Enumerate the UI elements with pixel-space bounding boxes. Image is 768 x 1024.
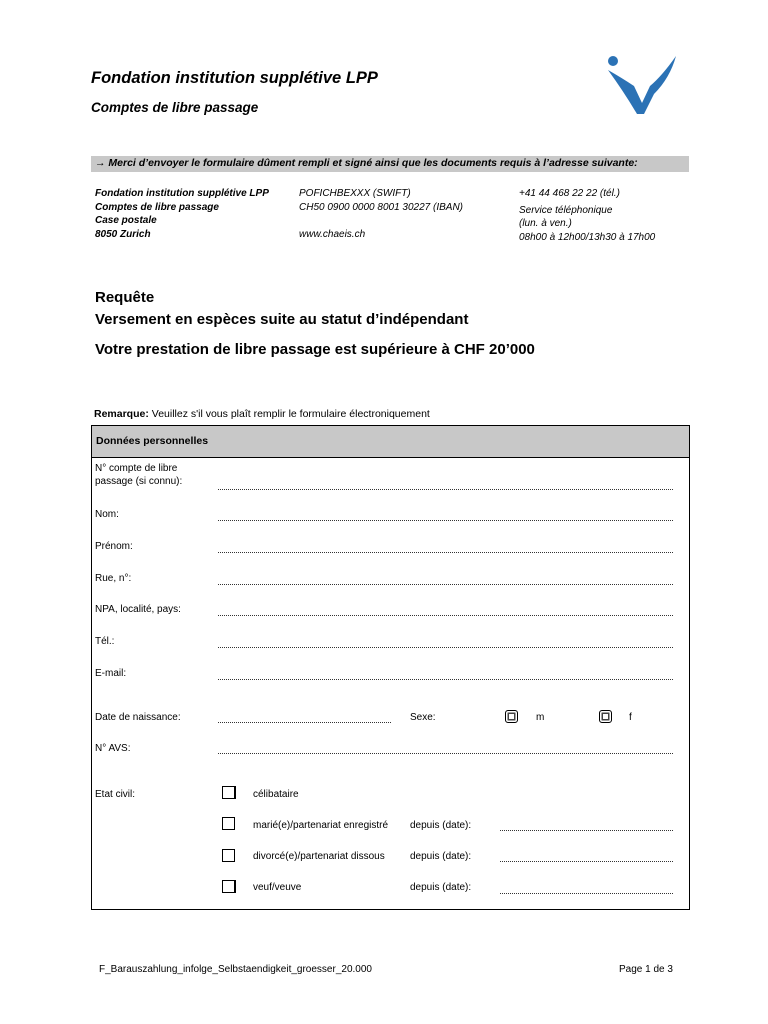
address-line: 8050 Zurich	[95, 228, 151, 240]
divorced-date-field[interactable]	[500, 861, 673, 862]
address-line: Fondation institution supplétive LPP	[95, 188, 269, 199]
bank-details	[299, 187, 463, 241]
street-label: Rue, n°:	[95, 573, 132, 584]
sex-male-label: m	[536, 712, 545, 723]
married-label: marié(e)/partenariat enregistré	[253, 820, 389, 831]
section-header	[92, 426, 689, 458]
address-line: Case postale	[95, 215, 157, 226]
account-number-field[interactable]	[218, 489, 673, 490]
service-days: (lun. à ven.)	[519, 218, 572, 229]
birthdate-label: Date de naissance:	[95, 712, 181, 723]
city-field[interactable]	[218, 615, 673, 616]
avs-label: N° AVS:	[95, 743, 131, 754]
request-subject: Versement en espèces suite au statut d’indépendant	[95, 311, 469, 328]
widowed-since-label: depuis (date):	[410, 882, 472, 893]
request-label: Requête	[95, 289, 155, 306]
married-checkbox[interactable]	[222, 817, 235, 830]
account-number-label	[95, 462, 182, 488]
city-label: NPA, localité, pays:	[95, 604, 181, 615]
firstname-field[interactable]	[218, 552, 673, 553]
email-label: E-mail:	[95, 668, 127, 679]
widowed-date-field[interactable]	[500, 893, 673, 894]
phone-field[interactable]	[218, 647, 673, 648]
divorced-checkbox[interactable]	[222, 849, 235, 862]
phone-service: Service téléphonique	[519, 204, 613, 216]
notice-bar	[91, 156, 689, 172]
remark-text: Veuillez s'il vous plaît remplir le formulaire électroniquement	[148, 408, 430, 420]
website-link[interactable]: www.chaeis.ch	[299, 228, 366, 240]
divorced-label: divorcé(e)/partenariat dissous	[253, 851, 385, 862]
personal-data-section	[91, 425, 690, 910]
remark-label: Remarque:	[94, 408, 149, 420]
postal-address	[95, 187, 269, 241]
street-field[interactable]	[218, 584, 673, 585]
sex-female-label: f	[629, 712, 632, 723]
remark	[94, 408, 430, 420]
service-hours: 08h00 à 12h00/13h30 à 17h00	[519, 231, 656, 243]
request-title	[95, 287, 468, 331]
phone-label: Tél.:	[95, 636, 115, 647]
widowed-checkbox[interactable]	[222, 880, 236, 893]
firstname-label: Prénom:	[95, 541, 133, 552]
organization-subtitle: Comptes de libre passage	[91, 100, 259, 115]
email-field[interactable]	[218, 679, 673, 680]
foundation-logo	[604, 56, 678, 114]
widowed-label: veuf/veuve	[253, 882, 302, 893]
section-title: Données personnelles	[96, 435, 209, 447]
avs-field[interactable]	[218, 753, 673, 754]
sex-male-radio[interactable]	[505, 710, 518, 723]
sex-label: Sexe:	[410, 712, 436, 723]
married-since-label: depuis (date):	[410, 820, 472, 831]
divorced-since-label: depuis (date):	[410, 851, 472, 862]
page-number: Page 1 de 3	[619, 964, 673, 975]
address-line: Comptes de libre passage	[95, 201, 219, 213]
name-label: Nom:	[95, 509, 119, 520]
single-checkbox[interactable]	[222, 786, 236, 799]
single-label: célibataire	[253, 789, 299, 800]
swift-code: POFICHBEXXX (SWIFT)	[299, 188, 411, 199]
contact-details	[519, 187, 655, 244]
organization-name: Fondation institution supplétive LPP	[91, 69, 378, 87]
footer-filename: F_Barauszahlung_infolge_Selbstaendigkeit_groesser_20.000	[99, 964, 372, 975]
sex-female-radio[interactable]	[599, 710, 612, 723]
phone-number: +41 44 468 22 22 (tél.)	[519, 188, 620, 199]
account-label-line: N° compte de libre	[95, 463, 178, 474]
civil-status-label: Etat civil:	[95, 789, 136, 800]
iban-number: CH50 0900 0000 8001 30227 (IBAN)	[299, 201, 464, 213]
married-date-field[interactable]	[500, 830, 673, 831]
birthdate-field[interactable]	[218, 722, 391, 723]
name-field[interactable]	[218, 520, 673, 521]
account-label-line: passage (si connu):	[95, 476, 183, 487]
amount-note: Votre prestation de libre passage est supérieure à CHF 20’000	[95, 341, 535, 358]
notice-text: → Merci d’envoyer le formulaire dûment rempli et signé ainsi que les documents requis à l’adresse suivante:	[95, 157, 638, 169]
